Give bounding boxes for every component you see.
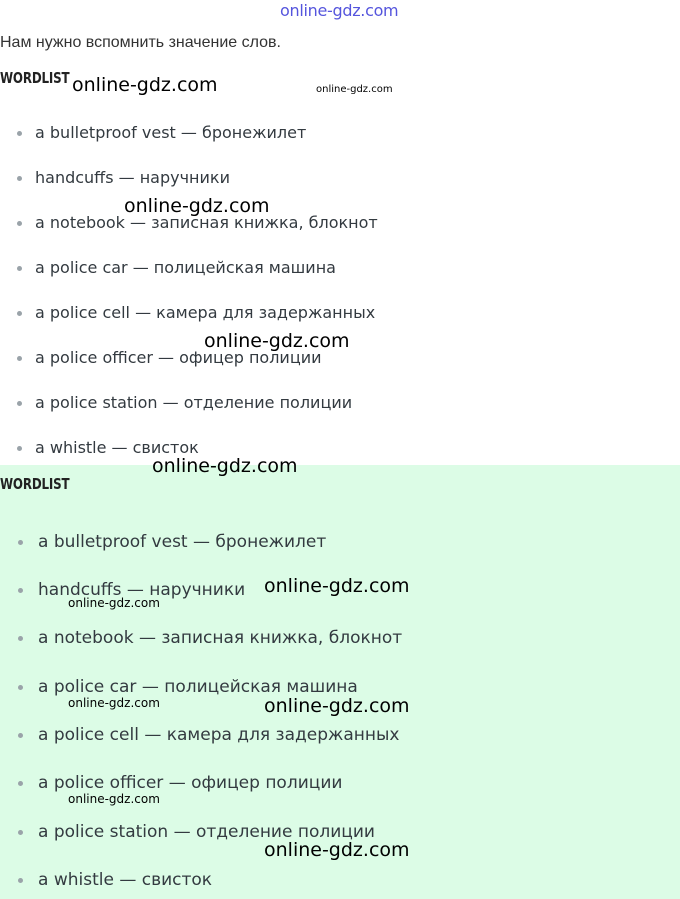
bullet-icon: [18, 685, 23, 690]
wordlist-title-top: WORDLIST: [0, 69, 70, 87]
bullet-icon: [17, 131, 22, 136]
bullet-icon: [18, 781, 23, 786]
list-item: a police station — отделение полиции: [0, 393, 352, 412]
bullet-icon: [17, 176, 22, 181]
list-item: a police car — полицейская машина: [0, 258, 336, 277]
bullet-icon: [17, 401, 22, 406]
list-item: a police officer — офицер полиции: [0, 773, 342, 793]
list-item: handcuffs — наручники: [0, 580, 245, 600]
bullet-icon: [17, 356, 22, 361]
watermark: online-gdz.com: [316, 84, 393, 95]
bullet-icon: [17, 311, 22, 316]
list-item: a notebook — записная книжка, блокнот: [0, 213, 378, 232]
list-item: a police station — отделение полиции: [0, 822, 375, 842]
list-item: a whistle — свисток: [0, 870, 212, 890]
list-item: a bulletproof vest — бронежилет: [0, 123, 306, 142]
bullet-icon: [17, 266, 22, 271]
list-item: a police officer — офицер полиции: [0, 348, 322, 367]
intro-text: Нам нужно вспомнить значение слов.: [0, 34, 281, 51]
list-item: handcuffs — наручники: [0, 168, 230, 187]
list-item: a bulletproof vest — бронежилет: [0, 532, 326, 552]
watermark: online-gdz.com: [264, 839, 410, 861]
list-item: a notebook — записная книжка, блокнот: [0, 628, 402, 648]
watermark: online-gdz.com: [264, 575, 410, 597]
watermark: online-gdz.com: [68, 696, 160, 710]
watermark: online-gdz.com: [152, 455, 298, 477]
watermark: online-gdz.com: [124, 195, 270, 217]
bullet-icon: [18, 636, 23, 641]
bullet-icon: [18, 540, 23, 545]
list-item: a police cell — камера для задержанных: [0, 725, 399, 745]
watermark: online-gdz.com: [72, 74, 218, 96]
list-item: a whistle — свисток: [0, 438, 199, 457]
bullet-icon: [17, 446, 22, 451]
bullet-icon: [17, 221, 22, 226]
watermark: online-gdz.com: [204, 330, 350, 352]
watermark: online-gdz.com: [264, 695, 410, 717]
wordlist-title-bottom: WORDLIST: [0, 475, 70, 493]
list-item: a police cell — камера для задержанных: [0, 303, 375, 322]
watermark: online-gdz.com: [68, 596, 160, 610]
watermark: online-gdz.com: [68, 792, 160, 806]
site-logo-text: online-gdz.com: [280, 1, 399, 20]
bullet-icon: [18, 733, 23, 738]
list-item: a police car — полицейская машина: [0, 677, 358, 697]
bullet-icon: [18, 588, 23, 593]
bullet-icon: [18, 830, 23, 835]
bullet-icon: [18, 878, 23, 883]
